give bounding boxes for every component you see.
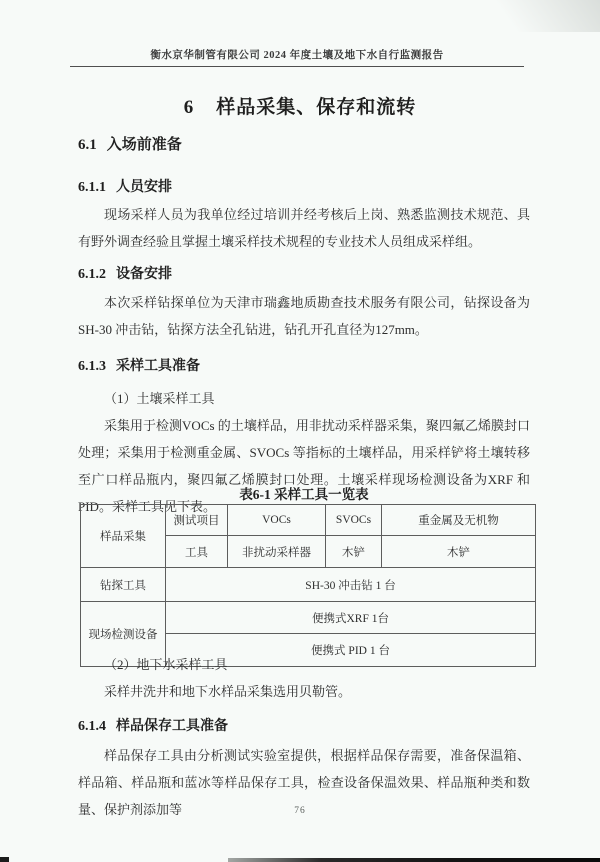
subsection-label: 采样工具准备 xyxy=(116,359,200,374)
cell-tool-vocs: 非扰动采样器 xyxy=(228,536,326,568)
scan-corner-artifact xyxy=(0,857,9,862)
scan-edge-artifact xyxy=(228,858,600,862)
scan-shade-artifact xyxy=(460,0,600,32)
table-row-drilling xyxy=(81,568,536,602)
subsection-number: 6.1.4 xyxy=(78,719,106,734)
report-header-text: 衡水京华制管有限公司 2024 年度土壤及地下水自行监测报告 xyxy=(150,50,444,61)
chapter-number: 6 xyxy=(183,97,195,118)
subsection-number: 6.1.2 xyxy=(78,267,106,282)
cell-tool-svocs: 木铲 xyxy=(326,536,382,568)
paragraph-personnel: 现场采样人员为我单位经过培训并经考核后上岗、熟悉监测技术规范、具有野外调查经验且掌握土壤采样技术规程的专业技术人员组成采样组。 xyxy=(78,207,530,249)
cell-xrf-value: 便携式XRF 1台 xyxy=(166,602,536,634)
report-header xyxy=(70,47,524,67)
subsection-heading-6-1-4 xyxy=(78,715,228,735)
section-label: 入场前准备 xyxy=(106,137,182,153)
subsection-label: 设备安排 xyxy=(116,267,172,282)
subsection-heading-6-1-3 xyxy=(78,355,200,375)
list-item-groundwater-tools: （2）地下水采样工具 xyxy=(104,657,228,672)
row-label-field-equipment: 现场检测设备 xyxy=(81,602,166,667)
cell-tool-metals: 木铲 xyxy=(382,536,536,568)
page-number: 76 xyxy=(294,806,306,816)
chapter-title xyxy=(0,92,600,119)
subsection-heading-6-1-2 xyxy=(78,263,172,283)
subsection-number: 6.1.3 xyxy=(78,359,106,374)
section-heading-6-1 xyxy=(78,133,182,154)
table-row-xrf xyxy=(81,602,536,634)
table-row-test-items xyxy=(81,505,536,536)
paragraph-bailer: 采样井洗井和地下水样品采集选用贝勒管。 xyxy=(104,684,352,699)
list-item-soil-tools: （1）土壤采样工具 xyxy=(104,391,215,406)
row-label-drilling: 钻探工具 xyxy=(81,568,166,602)
cell-col-vocs: VOCs xyxy=(228,505,326,536)
subsection-label: 样品保存工具准备 xyxy=(116,719,228,734)
cell-drilling-value: SH-30 冲击钻 1 台 xyxy=(166,568,536,602)
cell-pid-value: 便携式 PID 1 台 xyxy=(166,634,536,667)
cell-test-item-header: 测试项目 xyxy=(166,505,228,536)
cell-col-svocs: SVOCs xyxy=(326,505,382,536)
subsection-heading-6-1-1 xyxy=(78,176,172,196)
paragraph-equipment: 本次采样钻探单位为天津市瑞鑫地质勘查技术服务有限公司，钻探设备为SH-30 冲击钻，钻探方法全孔钻进，钻孔开孔直径为127mm。 xyxy=(78,295,530,337)
table-caption: 表6-1 采样工具一览表 xyxy=(239,487,369,502)
subsection-label: 人员安排 xyxy=(116,180,172,195)
cell-col-metals: 重金属及无机物 xyxy=(382,505,536,536)
section-number: 6.1 xyxy=(78,137,97,153)
paragraph-soil-sampling: 采集用于检测VOCs 的土壤样品，用非扰动采样器采集，聚四氟乙烯膜封口处理；采集用于检测重金属、SVOCs 等指标的土壤样品，用采样铲将土壤转移至广口样品瓶内，聚四氟乙烯膜封口处理。土壤采样现场检测设备为XRF 和PID。采样工具见下表。 xyxy=(78,418,530,514)
subsection-number: 6.1.1 xyxy=(78,180,106,195)
sampling-tools-table xyxy=(80,504,536,667)
chapter-label: 样品采集、保存和流转 xyxy=(216,97,417,118)
row-label-sampling: 样品采集 xyxy=(81,505,166,568)
paragraph-preservation: 样品保存工具由分析测试实验室提供，根据样品保存需要，准备保温箱、样品箱、样品瓶和蓝冰等样品保存工具，检查设备保温效果、样品瓶种类和数量、保护剂添加等 xyxy=(78,748,530,817)
cell-tool-header: 工具 xyxy=(166,536,228,568)
